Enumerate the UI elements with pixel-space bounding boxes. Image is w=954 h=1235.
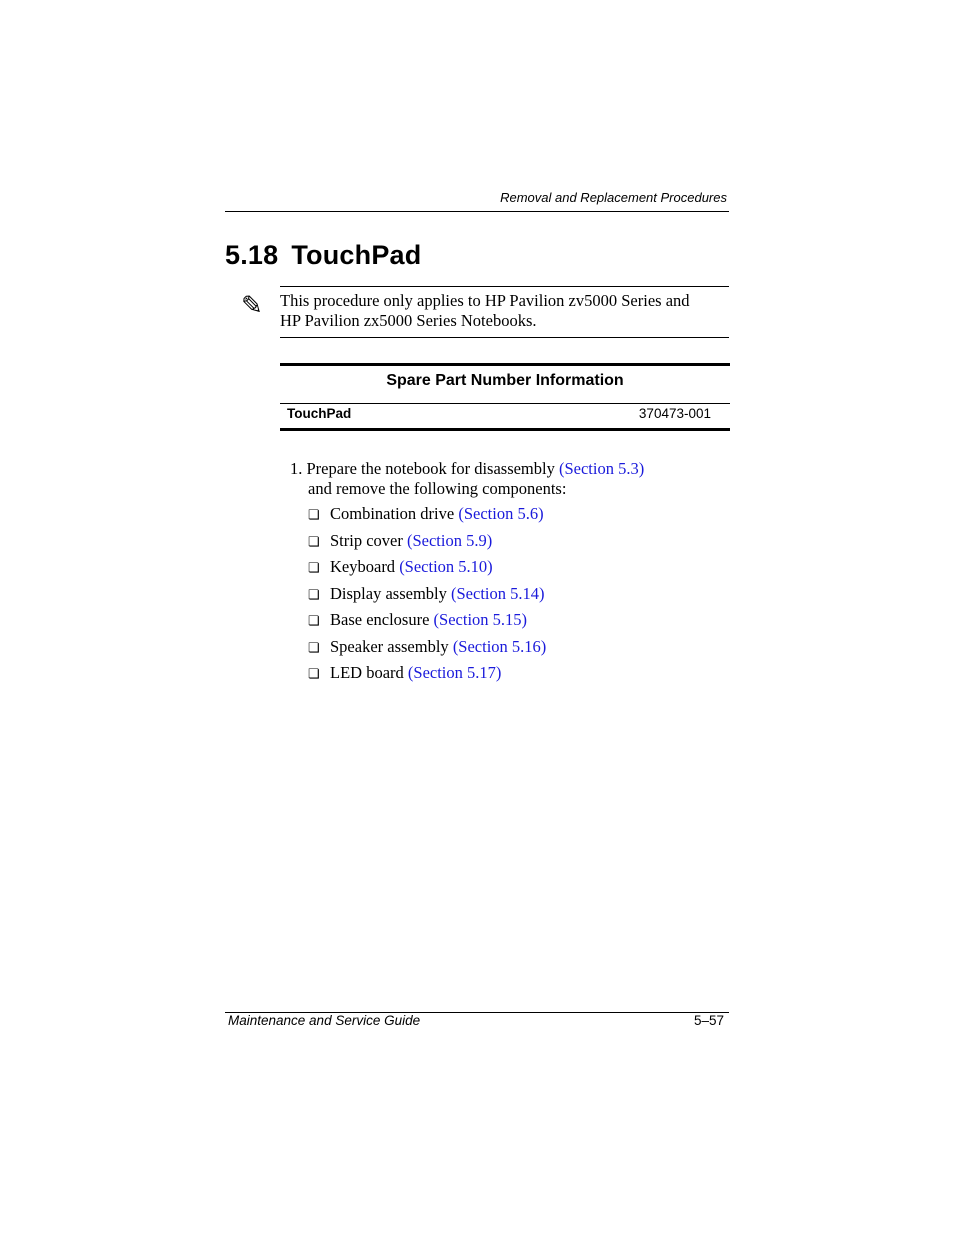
component-label: Strip cover	[330, 530, 403, 550]
step-1	[290, 459, 710, 499]
list-item	[308, 663, 546, 690]
table-top-rule	[280, 363, 730, 366]
checkbox-icon: ❏	[308, 639, 320, 655]
header-divider	[225, 211, 729, 212]
table-header-rule	[280, 403, 730, 404]
part-number: 370473-001	[638, 406, 711, 421]
component-label: Display assembly	[330, 583, 447, 603]
table-bottom-rule	[280, 428, 730, 431]
section-number: 5.18	[225, 240, 279, 270]
component-label: Base enclosure	[330, 610, 430, 629]
component-label: Speaker assembly	[330, 636, 449, 656]
checkbox-icon: ❏	[308, 560, 320, 575]
section-link[interactable]: (Section 5.15)	[433, 610, 528, 629]
list-item	[308, 637, 546, 664]
running-header: Removal and Replacement Procedures	[500, 190, 727, 205]
note-top-rule	[280, 286, 729, 287]
checkbox-icon: ❏	[308, 613, 320, 628]
footer-guide-title: Maintenance and Service Guide	[228, 1013, 421, 1028]
section-link[interactable]: (Section 5.17)	[407, 663, 502, 682]
list-item	[308, 610, 546, 637]
component-label: Combination drive	[330, 504, 455, 523]
page-number: 5–57	[693, 1013, 724, 1028]
component-label: Keyboard	[330, 557, 396, 576]
list-item	[308, 531, 546, 558]
part-name: TouchPad	[287, 406, 352, 421]
checkbox-icon: ❏	[308, 666, 320, 681]
checkbox-icon: ❏	[308, 507, 320, 522]
component-label: LED board	[330, 663, 404, 682]
list-item	[308, 584, 546, 611]
section-title: TouchPad	[291, 240, 422, 270]
checkbox-icon: ❏	[308, 533, 320, 549]
spare-table-heading: Spare Part Number Information	[386, 372, 624, 389]
note-line-1: This procedure only applies to HP Pavilion zv5000 Series and	[280, 291, 690, 310]
table-row	[280, 406, 730, 424]
checkbox-icon: ❏	[308, 586, 320, 602]
step-text-continued: and remove the following components:	[308, 479, 567, 498]
step-number: 1.	[290, 459, 303, 478]
list-item	[308, 557, 546, 584]
note-text	[280, 291, 729, 331]
note-bottom-rule	[280, 337, 729, 338]
section-link[interactable]: (Section 5.10)	[399, 557, 493, 576]
section-link[interactable]: (Section 5.16)	[452, 636, 547, 656]
section-link[interactable]: (Section 5.14)	[451, 583, 545, 603]
section-link[interactable]: (Section 5.3)	[558, 459, 645, 478]
note-line-2: HP Pavilion zx5000 Series Notebooks.	[280, 311, 537, 330]
section-heading	[225, 240, 421, 271]
list-item	[308, 504, 546, 531]
step-text: Prepare the notebook for disassembly	[306, 459, 555, 478]
section-link[interactable]: (Section 5.9)	[406, 530, 493, 550]
pencil-note-icon: ✎	[241, 291, 263, 320]
component-list	[308, 504, 546, 690]
section-link[interactable]: (Section 5.6)	[458, 504, 544, 523]
